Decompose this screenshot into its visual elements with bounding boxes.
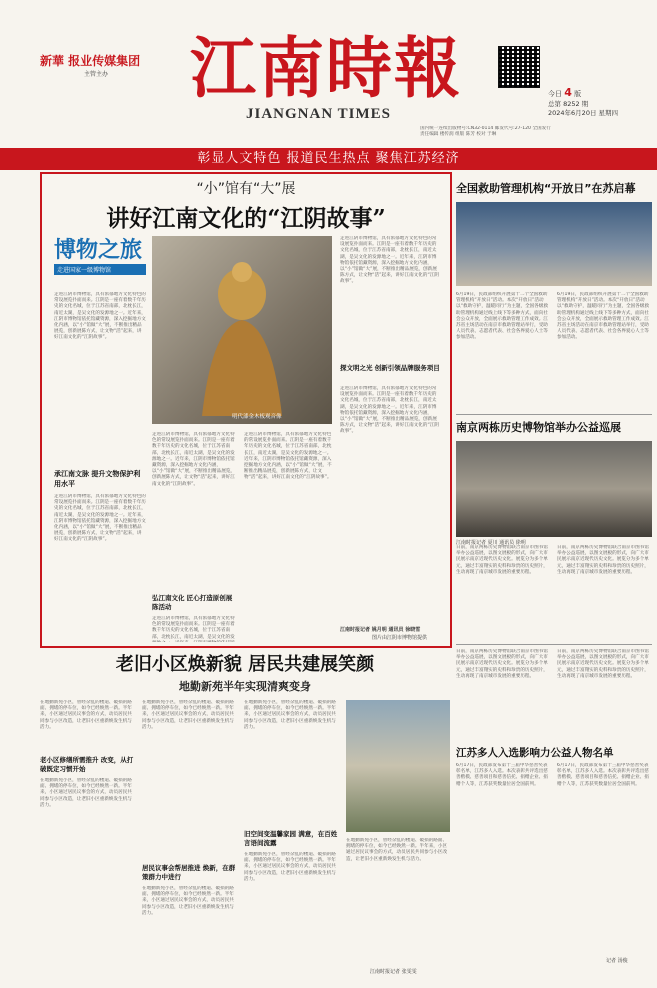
- bottom-body-col1: 在地勤新苑小区，曾经杂乱的楼道、破损的路面、拥堵的停车位，如今已经焕然一新。半年来，小区通过居民议事会的方式，动员居民共同参与小区改造，让老旧小区重新焕发生机与活力。: [40, 700, 132, 730]
- lead-subhead2: 弘江南文化 匠心打造原创展陈活动: [152, 594, 233, 611]
- right-mid-body-col2: 日前，南京两栋历史博物馆联合南京市图书馆举办公益巡展，以图文展板的形式，向广大市民展示南京近现代历史文化。展览分为多个单元，通过丰富翔实的史料和珍贵的历史照片，生动再现了南京城市发展的重要历程。: [557, 545, 649, 575]
- column-banner-sub: 走进国家一级博物馆: [54, 264, 146, 275]
- group-name: 新華 报业传媒集团: [40, 54, 141, 68]
- right-bottom-body-col2: 日前，南京两栋历史博物馆联合南京市图书馆举办公益巡展，以图文展板的形式，向广大市民展示南京近现代历史文化。展览分为多个单元，通过丰富翔实的史料和珍贵的历史照片，生动再现了南京城市发展的重要历程。: [557, 649, 649, 679]
- bottom-left-subhead: 地勤新苑半年实现清爽变身: [179, 680, 311, 693]
- museum-exhibit-photo: [456, 441, 652, 537]
- slogan-bar: [0, 148, 657, 170]
- lead-body-col1: 走进江阴市博物馆，具有浓郁地方文化特色的常设展览扑面而来。江阴是一座有着数千年历史的文化名城，位于江苏省南部，北枕长江，南近太湖，是吴文化的发源地之一。近年来，江阴市博物馆依托馆藏资源，深入挖掘地方文化内涵，以“小”馆做“大”展，不断推出精品展览，创新展陈方式，让文物“活”起来，讲好江南文化的“江阴故事”。: [54, 292, 146, 341]
- right-bottom-story: [456, 644, 652, 975]
- group-sub: 主管主办: [84, 71, 109, 78]
- right-mid-body-col1: 日前，南京两栋历史博物馆联合南京市图书馆举办公益巡展，以图文展板的形式，向广大市民展示南京近现代历史文化。展览分为多个单元，通过丰富翔实的史料和珍贵的历史照片，生动再现了南京城市发展的重要历程。: [456, 545, 548, 575]
- today-label: 今日: [548, 90, 562, 98]
- lead-body-col1b: 走进江阴市博物馆，具有浓郁地方文化特色的常设展览扑面而来。江阴是一座有着数千年历史的文化名城，位于江苏省南部，北枕长江，南近太湖，是吴文化的发源地之一。近年来，江阴市博物馆依托馆藏资源，深入挖掘地方文化内涵，以“小”馆做“大”展，不断推出精品展览，创新展陈方式，让文物“活”起来，讲好江南文化的“江阴故事”。: [54, 494, 146, 543]
- column-banner-title: 博物之旅: [54, 237, 143, 263]
- issue-number: 总第 8252 期: [548, 100, 589, 108]
- lead-body-col3: 走进江阴市博物馆，具有浓郁地方文化特色的常设展览扑面而来。江阴是一座有着数千年历史的文化名城，位于江苏省南部，北枕长江，南近太湖，是吴文化的发源地之一。近年来，江阴市博物馆依托馆藏资源，深入挖掘地方文化内涵，以“小”馆做“大”展，不断推出精品展览，创新展陈方式，让文物“活”起来，讲好江南文化的“江阴故事”。: [244, 432, 332, 481]
- publication-info-line1: 国内统一连续出版物号:CN32-0114 邮发代号:27-120 全国发行: [420, 126, 551, 131]
- issue-date: 2024年6月20日 星期四: [548, 109, 619, 117]
- lead-headline: 讲好江南文化的“江阴故事”: [106, 205, 386, 232]
- lead-body-col4b: 走进江阴市博物馆，具有浓郁地方文化特色的常设展览扑面而来。江阴是一座有着数千年历史的文化名城，位于江苏省南部，北枕长江，南近太湖，是吴文化的发源地之一。近年来，江阴市博物馆依托馆藏资源，深入挖掘地方文化内涵，以“小”馆做“大”展，不断推出精品展览，创新展陈方式，让文物“活”起来，讲好江南文化的“江阴故事”。: [340, 386, 440, 435]
- lead-photo-credit: 图片由江阴市博物馆提供: [372, 635, 428, 641]
- right-mid-story: [456, 414, 652, 639]
- rescue-station-photo: [456, 202, 652, 286]
- lead-body-col2: 走进江阴市博物馆，具有浓郁地方文化特色的常设展览扑面而来。江阴是一座有着数千年历史的文化名城，位于江苏省南部，北枕长江，南近太湖，是吴文化的发源地之一。近年来，江阴市博物馆依托馆藏资源，深入挖掘地方文化内涵，以“小”馆做“大”展，不断推出精品展览，创新展陈方式，让文物“活”起来，讲好江南文化的“江阴故事”。: [152, 432, 236, 487]
- lead-byline: 江南时报记者 姚月明 通讯员 徐晓雪: [340, 627, 421, 633]
- lead-story: [40, 172, 452, 648]
- bottom-left-story: [40, 650, 450, 980]
- guanyin-statue-photo: [152, 236, 332, 424]
- masthead-title: 江南時報: [190, 29, 462, 107]
- right-bottom-body-col3: 6月17日，民政部发布第十三届中华慈善奖表彰名单，江苏多人入选。本次表彰共评选出慈善楷模、慈善项目和慈善信托、捐赠企业、捐赠个人等，江苏获奖数量位居全国前列。: [456, 763, 548, 787]
- bottom-left-byline: 江南时报记者 张雯雯: [370, 969, 417, 975]
- right-bottom-headline: 江苏多人入选影响力公益人物名单: [456, 747, 614, 759]
- lead-subhead1: 承江南文脉 提升文物保护利用水平: [54, 470, 141, 488]
- issue-box: [548, 86, 653, 117]
- bottom-section3: 旧空间变温馨家园 满意，在百姓言语间流露: [244, 830, 338, 847]
- right-top-body-col2: 6月19日，民政部组织开展第十二个全国救助管理机构“开放日”活动。本次“开放日”活动以“救助守护，温暖同行”为主题，全国各级救助管理机构通过线上线下等多种方式，面向社会公众开放，全面展示救助管理工作成效。江苏省主场活动在南京市救助管理站举行，受助人员代表、志愿者代表、社会各界爱心人士等参加活动。: [557, 292, 650, 341]
- right-mid-headline: 南京两栋历史博物馆举办公益巡展: [456, 421, 621, 434]
- masthead-title-en: JIANGNAN TIMES: [246, 106, 391, 122]
- bottom-body-col3: 在地勤新苑小区，曾经杂乱的楼道、破损的路面、拥堵的停车位，如今已经焕然一新。半年来，小区通过居民议事会的方式，动员居民共同参与小区改造，让老旧小区重新焕发生机与活力。: [244, 700, 336, 730]
- page-unit: 版: [574, 90, 582, 98]
- statue-silhouette-icon: [152, 236, 332, 424]
- group-logo: [40, 52, 141, 82]
- right-top-story: [456, 180, 652, 408]
- column-banner: [54, 236, 146, 284]
- lead-body-col4: 走进江阴市博物馆，具有浓郁地方文化特色的常设展览扑面而来。江阴是一座有着数千年历史的文化名城，位于江苏省南部，北枕长江，南近太湖，是吴文化的发源地之一。近年来，江阴市博物馆依托馆藏资源，深入挖掘地方文化内涵，以“小”馆做“大”展，不断推出精品展览，创新展陈方式，让文物“活”起来，讲好江南文化的“江阴故事”。: [340, 236, 440, 285]
- photo-caption: 明代漆金木板观音像: [232, 414, 282, 420]
- right-bottom-body-col4: 6月17日，民政部发布第十三届中华慈善奖表彰名单，江苏多人入选。本次表彰共评选出慈善楷模、慈善项目和慈善信托、捐赠企业、捐赠个人等，江苏获奖数量位居全国前列。: [557, 763, 649, 787]
- right-mid-byline: 江南时报记者 夏川 通讯员 徐明: [456, 540, 526, 546]
- bottom-body-col3b: 在地勤新苑小区，曾经杂乱的楼道、破损的路面、拥堵的停车位，如今已经焕然一新。半年来，小区通过居民议事会的方式，动员居民共同参与小区改造，让老旧小区重新焕发生机与活力。: [244, 852, 336, 882]
- bottom-body-col2b: 在地勤新苑小区，曾经杂乱的楼道、破损的路面、拥堵的停车位，如今已经焕然一新。半年来，小区通过居民议事会的方式，动员居民共同参与小区改造，让老旧小区重新焕发生机与活力。: [142, 886, 234, 916]
- lead-kicker: “小”馆有“大”展: [196, 181, 296, 197]
- bottom-body-col2: 在地勤新苑小区，曾经杂乱的楼道、破损的路面、拥堵的停车位，如今已经焕然一新。半年来，小区通过居民议事会的方式，动员居民共同参与小区改造，让老旧小区重新焕发生机与活力。: [142, 700, 234, 730]
- publication-info: [420, 126, 656, 138]
- bottom-body-col4: 在地勤新苑小区，曾经杂乱的楼道、破损的路面、拥堵的停车位，如今已经焕然一新。半年来，小区通过居民议事会的方式，动员居民共同参与小区改造，让老旧小区重新焕发生机与活力。: [346, 838, 448, 862]
- publication-info-line2: 责任编辑 楼传润 组版 陈芳 校对 于琳: [420, 132, 497, 138]
- bottom-left-headline: 老旧小区焕新貌 居民共建展笑颜: [115, 654, 375, 675]
- lead-body-col2b: 走进江阴市博物馆，具有浓郁地方文化特色的常设展览扑面而来。江阴是一座有着数千年历史的文化名城，位于江苏省南部，北枕长江，南近太湖，是吴文化的发: [152, 616, 235, 640]
- bottom-section1: 老小区修缮所需推升 改变，从打破既定习惯开始: [40, 756, 134, 773]
- right-top-headline: 全国救助管理机构“开放日”在苏启幕: [456, 182, 636, 195]
- right-bottom-body-col1: 日前，南京两栋历史博物馆联合南京市图书馆举办公益巡展，以图文展板的形式，向广大市民展示南京近现代历史文化。展览分为多个单元，通过丰富翔实的史料和珍贵的历史照片，生动再现了南京城市发展的重要历程。: [456, 649, 548, 679]
- right-bottom-byline: 记者 汤俊: [606, 958, 628, 964]
- lead-subhead3: 探文明之光 创新引领品牌服务项目: [340, 364, 440, 372]
- slogan-text: 彰显人文特色 报道民生热点 聚焦江苏经济: [197, 151, 460, 166]
- community-photo: [346, 700, 450, 832]
- masthead: [0, 0, 657, 148]
- qr-code-image: [498, 46, 540, 88]
- bottom-body-col1b: 在地勤新苑小区，曾经杂乱的楼道、破损的路面、拥堵的停车位，如今已经焕然一新。半年来，小区通过居民议事会的方式，动员居民共同参与小区改造，让老旧小区重新焕发生机与活力。: [40, 778, 132, 808]
- bottom-section2: 居民议事会帮居推进 焕新，在群策群力中进行: [142, 864, 236, 881]
- page-count: 4: [564, 86, 572, 99]
- right-top-body-col1: 6月19日，民政部组织开展第十二个全国救助管理机构“开放日”活动。本次“开放日”活动以“救助守护，温暖同行”为主题，全国各级救助管理机构通过线上线下等多种方式，面向社会公众开放，全面展示救助管理工作成效。江苏省主场活动在南京市救助管理站举行，受助人员代表、志愿者代表、社会各界爱心人士等参加活动。: [456, 292, 549, 341]
